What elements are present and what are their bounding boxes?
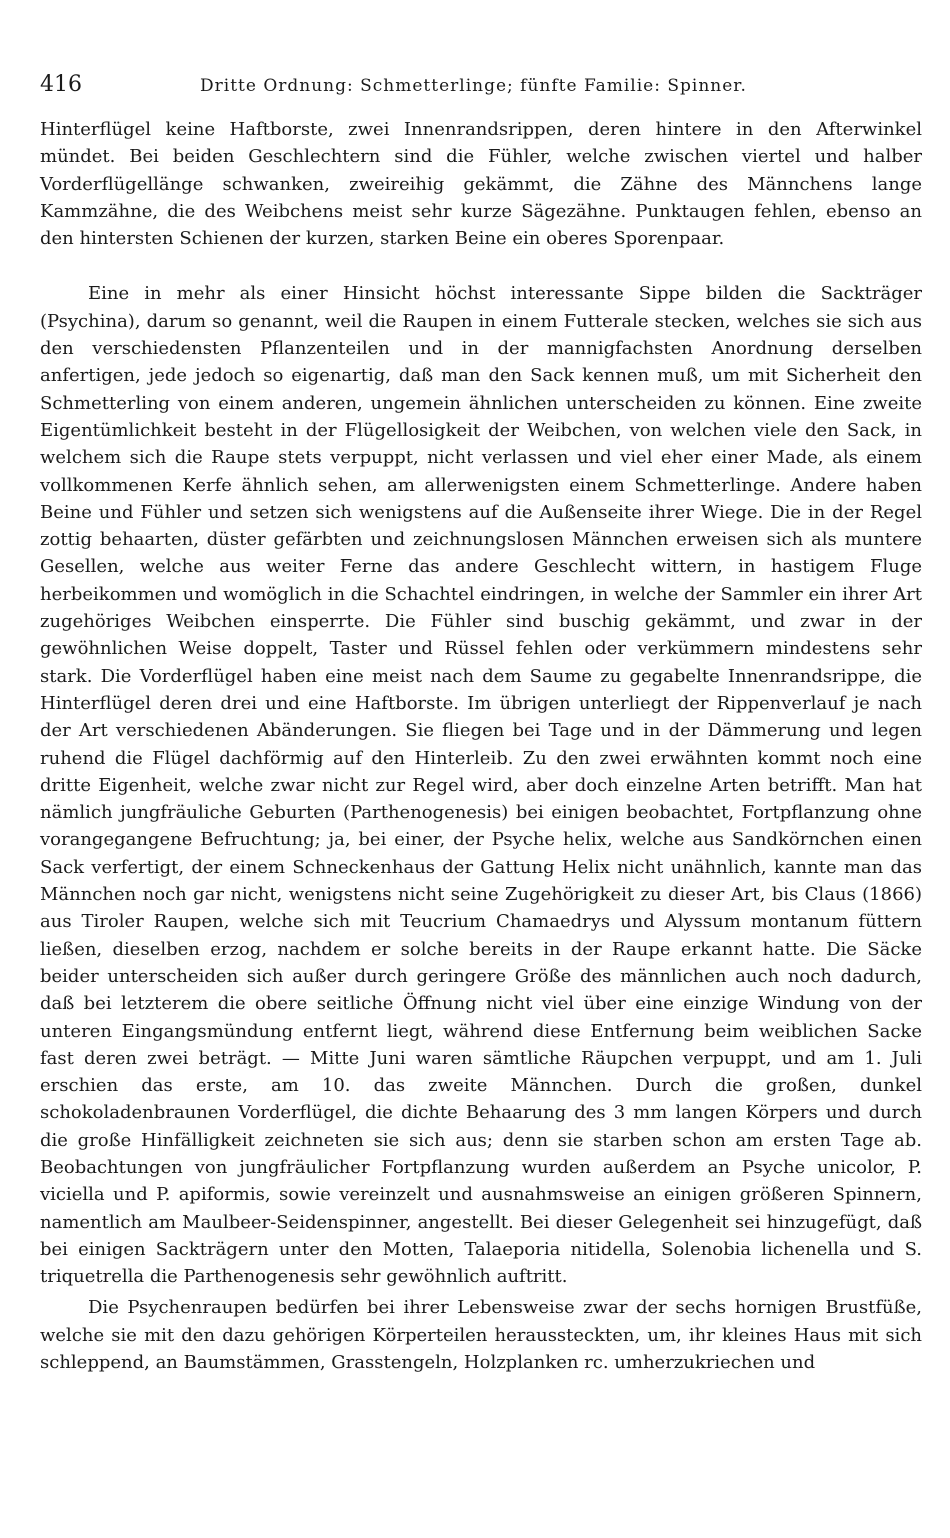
paragraph-psychenraupen: Die Psychenraupen bedürfen bei ihrer Lebensweise zwar der sechs hornigen Brustfüße, welche sie mit den dazu gehörigen Körperteilen heraussteckten, um, ihr kleines Haus mit sich schleppend, an Baumstämmen, Grasstengeln, Holzplanken rc. umherzukriechen und: [40, 1297, 922, 1374]
paragraph-gap: [40, 252, 922, 280]
book-page: [40, 72, 922, 1376]
page-number: 416: [40, 72, 82, 97]
paragraph-sacktraeger: Eine in mehr als einer Hinsicht höchst interessante Sippe bilden die Sackträger (Psychina), darum so genannt, weil die Raupen in einem Futterale stecken, welches sie sich aus den verschiedensten Pflanzenteilen und in der mannigfachsten Anordnung derselben anfertigen, jede jedoch so eigenartig, daß man den Sack kennen muß, um mit Sicherheit den Schmetterling von einem anderen, ungemein ähnlichen unterscheiden zu können. Eine zweite Eigentümlichkeit besteht in der Flügellosigkeit der Weibchen, von welchen viele den Sack, in welchem sich die Raupe stets verpuppt, nicht verlassen und viel eher einer Made, als einem vollkommenen Kerfe ähnlich sehen, am allerwenigsten einem Schmetterlinge. Andere haben Beine und Fühler und setzen sich wenigstens auf die Außenseite ihrer Wiege. Die in der Regel zottig behaarten, düster gefärbten und zeichnungslosen Männchen erweisen sich als muntere Gesellen, welche aus weiter Ferne das andere Geschlecht wittern, in hastigem Fluge herbeikommen und womöglich in die Schachtel eindringen, in welche der Sammler ein ihrer Art zugehöriges Weibchen einsperrte. Die Fühler sind buschig gekämmt, und zwar in der gewöhnlichen Weise doppelt, Taster und Rüssel fehlen oder verkümmern mindestens sehr stark. Die Vorderflügel haben eine meist nach dem Saume zu gegabelte Innenrandsrippe, die Hinterflügel deren drei und eine Haftborste. Im übrigen unterliegt der Rippenverlauf je nach der Art verschiedenen Abänderungen. Sie fliegen bei Tage und in der Dämmerung und legen ruhend die Flügel dachförmig auf den Hinterleib. Zu den zwei erwähnten kommt noch eine dritte Eigenheit, welche zwar nicht zur Regel wird, aber doch einzelne Arten betrifft. Man hat nämlich jungfräuliche Geburten (Parthenogenesis) bei einigen beobachtet, Fortpflanzung ohne vorangegangene Befruchtung; ja, bei einer, der Psyche helix, welche aus Sandkörnchen einen Sack verfertigt, der einem Schneckenhaus der Gattung Helix nicht unähnlich, kannte man das Männchen noch gar nicht, wenigstens nicht seine Zugehörigkeit zu dieser Art, bis Claus (1866) aus Tiroler Raupen, welche sich mit Teucrium Chamaedrys und Alyssum montanum füttern ließen, dieselben erzog, nachdem er solche bereits in der Raupe erkannt hatte. Die Säcke beider unterscheiden sich außer durch geringere Größe des männlichen auch noch dadurch, daß bei letzterem die obere seitliche Öffnung nicht viel über eine einzige Windung von der unteren Eingangsmündung entfernt liegt, während diese Entfernung beim weiblichen Sacke fast deren zwei beträgt. — Mitte Juni waren sämtliche Räupchen verpuppt, und am 1. Juli erschien das erste, am 10. das zweite Männchen. Durch die großen, dunkel schokoladenbraunen Vorderflügel, die dichte Behaarung des 3 mm langen Körpers und durch die große Hinfälligkeit zeichneten sie sich aus; denn sie starben schon am ersten Tage ab. Beobachtungen von jungfräulicher Fortpflanzung wurden außerdem an Psyche unicolor, P. viciella und P. apiformis, sowie vereinzelt und ausnahmsweise an einigen größeren Spinnern, namentlich am Maulbeer-Seidenspinner, angestellt. Bei dieser Gelegenheit sei hinzugefügt, daß bei einigen Sackträgern unter den Motten, Talaeporia nitidella, Solenobia lichenella und S. triquetrella die Parthenogenesis sehr gewöhnlich auftritt.: [40, 283, 922, 1288]
page-header: [40, 72, 922, 108]
running-title: Dritte Ordnung: Schmetterlinge; fünfte Familie: Spinner.: [200, 76, 747, 96]
paragraph-continuation: Hinterflügel keine Haftborste, zwei Innenrandsrippen, deren hintere in den Afterwinkel mündet. Bei beiden Geschlechtern sind die Fühler, welche zwischen viertel und halber Vorderflügellänge schwanken, zweireihig gekämmt, die Zähne des Männchens lange Kammzähne, die des Weibchens meist sehr kurze Sägezähne. Punktaugen fehlen, ebenso an den hintersten Schienen der kurzen, starken Beine ein oberes Sporenpaar.: [40, 119, 922, 250]
